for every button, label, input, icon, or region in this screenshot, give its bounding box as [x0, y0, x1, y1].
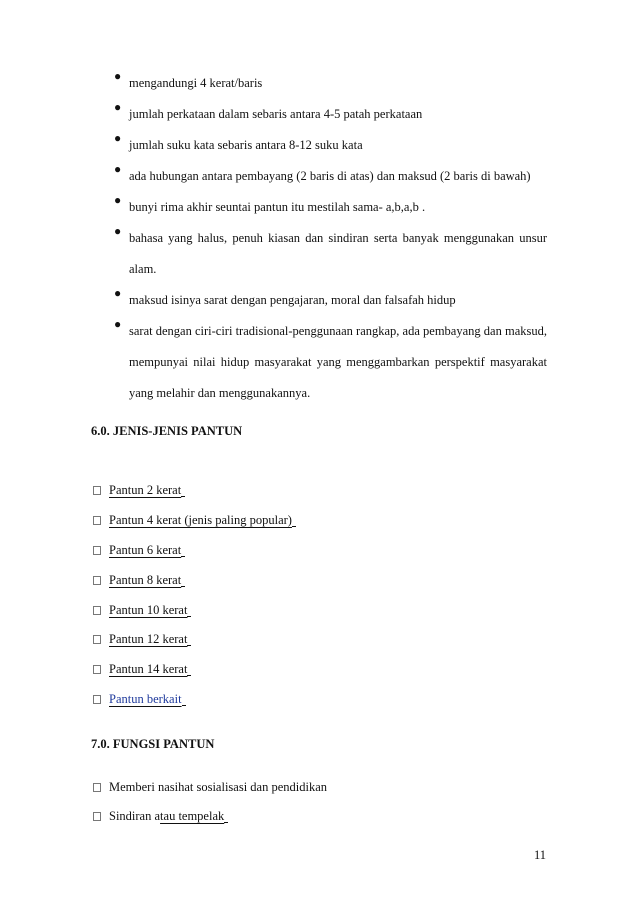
bullet-icon: ●	[114, 286, 122, 300]
bullet-icon: ●	[114, 193, 122, 207]
list-item	[93, 809, 228, 825]
list-item	[93, 662, 191, 678]
list-item	[93, 573, 185, 589]
bullet-icon: ●	[114, 131, 122, 145]
list-item	[93, 543, 185, 559]
list-item-text: jumlah perkataan dalam sebaris antara 4-5 patah perkataan	[129, 107, 423, 121]
list-item	[93, 603, 191, 619]
list-item	[93, 632, 191, 648]
list-item-text: Sindiran a	[109, 809, 161, 823]
section-heading-jenis-pantun: 6.0. JENIS-JENIS PANTUN	[91, 424, 243, 438]
bullet-icon: ●	[114, 69, 122, 83]
list-item-text: Memberi nasihat sosialisasi dan pendidikan	[109, 780, 328, 794]
list-item	[93, 692, 186, 708]
list-item-text: sarat dengan ciri-ciri tradisional-penggunaan rangkap, ada pembayang dan maksud, mempunyai nilai hidup masyarakat yang menggambarkan perspektif masyarakat yang melahir dan menggunakannya.	[129, 324, 547, 400]
checkbox-icon	[93, 606, 101, 615]
bullet-icon: ●	[114, 100, 122, 114]
link-tempelak[interactable]: tau tempelak	[160, 809, 225, 823]
checkbox-icon	[93, 546, 101, 555]
link-pantun-berkait[interactable]: Pantun berkait	[109, 692, 182, 706]
list-item-text: bahasa yang halus, penuh kiasan dan sindiran serta banyak menggunakan unsur alam.	[129, 231, 547, 276]
page-number: 11	[534, 848, 547, 862]
list-item-text: maksud isinya sarat dengan pengajaran, moral dan falsafah hidup	[129, 293, 456, 307]
checkbox-icon	[93, 516, 101, 525]
checkbox-icon	[93, 783, 101, 792]
list-item	[93, 483, 185, 499]
bullet-icon: ●	[114, 162, 122, 176]
link-pantun-12-kerat[interactable]: Pantun 12 kerat	[109, 632, 188, 646]
list-item	[93, 513, 296, 529]
list-item-text: jumlah suku kata sebaris antara 8-12 suku kata	[129, 138, 363, 152]
checkbox-icon	[93, 812, 101, 821]
link-pantun-14-kerat[interactable]: Pantun 14 kerat	[109, 662, 188, 676]
link-pantun-4-kerat[interactable]: Pantun 4 kerat (jenis paling popular)	[109, 513, 292, 527]
link-pantun-8-kerat[interactable]: Pantun 8 kerat	[109, 573, 182, 587]
link-pantun-2-kerat[interactable]: Pantun 2 kerat	[109, 483, 182, 497]
bullet-icon: ●	[114, 317, 122, 331]
checkbox-icon	[93, 486, 101, 495]
checkbox-icon	[93, 635, 101, 644]
link-pantun-6-kerat[interactable]: Pantun 6 kerat	[109, 543, 182, 557]
bullet-icon: ●	[114, 224, 122, 238]
list-item-text: mengandungi 4 kerat/baris	[129, 76, 263, 90]
checkbox-icon	[93, 576, 101, 585]
list-item-text: ada hubungan antara pembayang (2 baris di atas) dan maksud (2 baris di bawah)	[129, 169, 531, 183]
checkbox-icon	[93, 665, 101, 674]
checkbox-icon	[93, 695, 101, 704]
section-heading-fungsi-pantun: 7.0. FUNGSI PANTUN	[91, 737, 215, 751]
link-pantun-10-kerat[interactable]: Pantun 10 kerat	[109, 603, 188, 617]
list-item-text: bunyi rima akhir seuntai pantun itu mestilah sama- a,b,a,b .	[129, 200, 426, 214]
list-item	[93, 780, 327, 796]
